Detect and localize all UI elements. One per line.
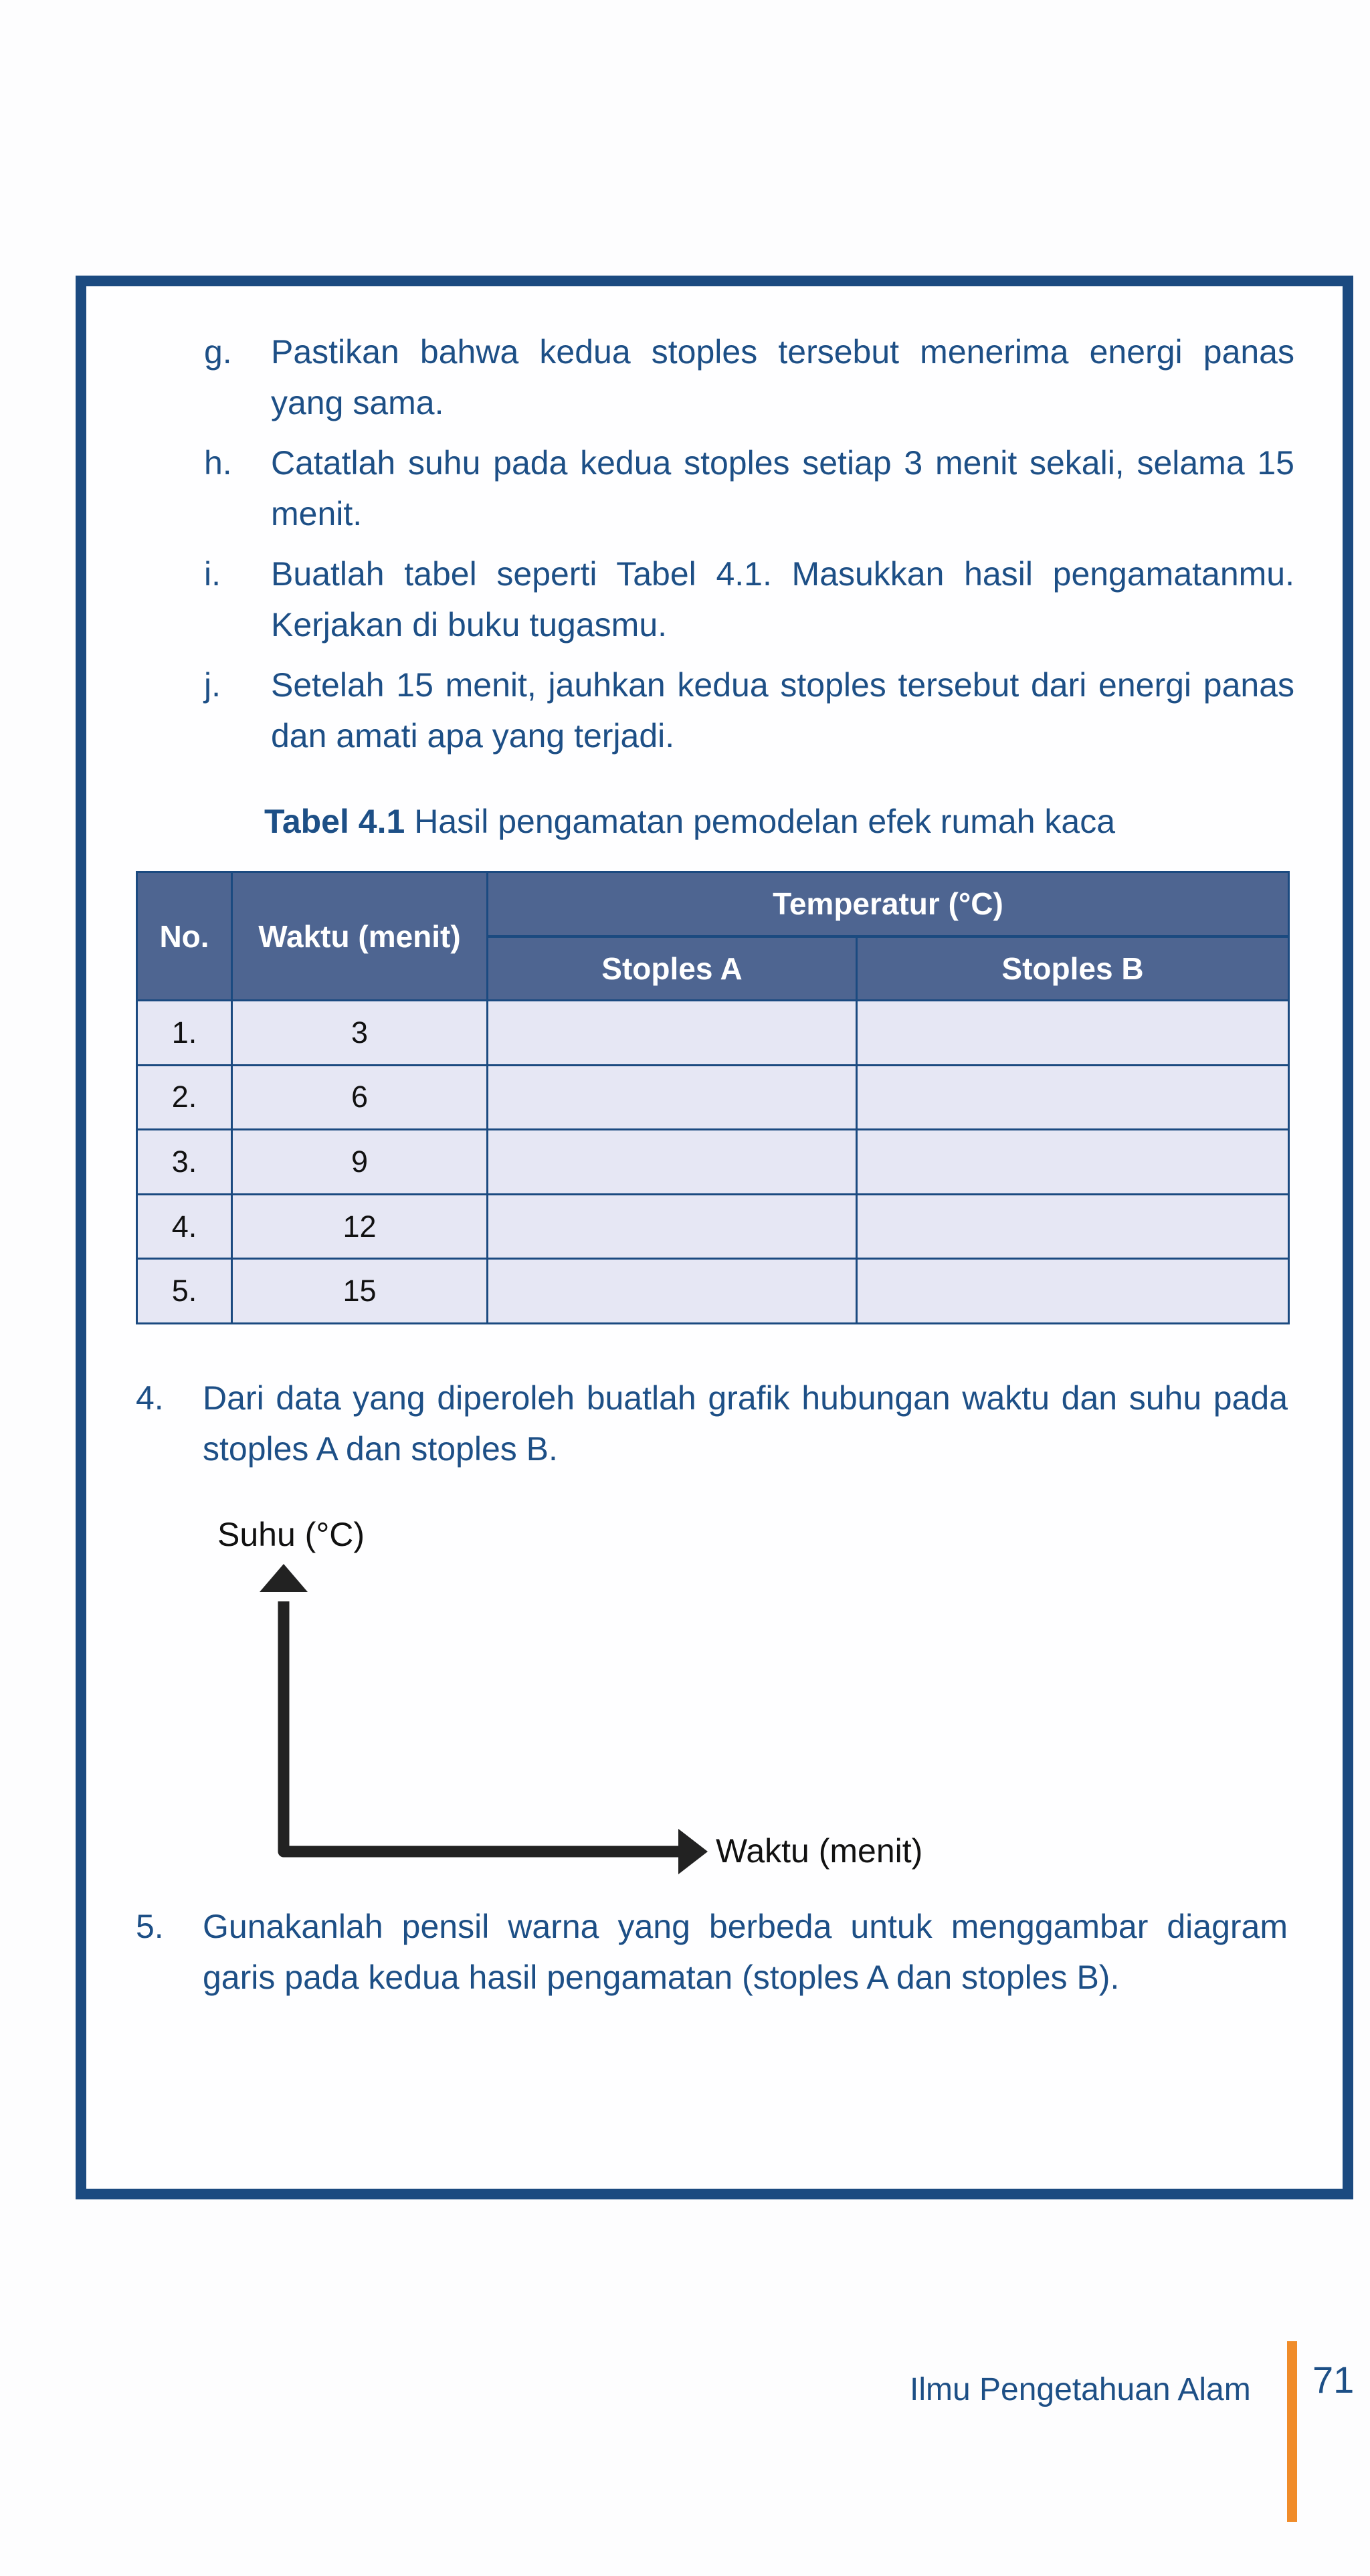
x-axis-arrowhead xyxy=(678,1829,708,1874)
question-number: 5. xyxy=(136,1908,164,1945)
page-number: 71 xyxy=(1312,2359,1355,2401)
table-caption-label: Tabel 4.1 xyxy=(264,803,405,840)
step-text: Buatlah tabel seperti Tabel 4.1. Masukkan hasil pengamatanmu. Kerjakan di buku tugasmu. xyxy=(271,555,1294,643)
header-time: Waktu (menit) xyxy=(232,872,488,1001)
step-letter: j. xyxy=(204,666,221,704)
question-text: Dari data yang diperoleh buatlah grafik hubungan waktu dan suhu pada stoples A dan stoples B. xyxy=(203,1379,1288,1468)
cell-time: 6 xyxy=(232,1065,488,1130)
header-jar-b: Stoples B xyxy=(857,936,1289,1001)
cell-time: 9 xyxy=(232,1130,488,1195)
step-letter: g. xyxy=(204,333,232,371)
axes-lines xyxy=(284,1601,682,1852)
cell-time: 15 xyxy=(232,1259,488,1324)
cell-time: 3 xyxy=(232,1001,488,1066)
y-axis-label: Suhu (°C) xyxy=(217,1516,365,1553)
y-axis-arrowhead xyxy=(260,1564,308,1592)
footer-book-title: Ilmu Pengetahuan Alam xyxy=(910,2372,1251,2407)
table-caption-text: Hasil pengamatan pemodelan efek rumah kaca xyxy=(414,803,1116,840)
step-text: Catatlah suhu pada kedua stoples setiap 3 menit sekali, selama 15 menit. xyxy=(271,444,1294,532)
header-temperature: Temperatur (°C) xyxy=(488,872,1289,936)
cell-no: 4. xyxy=(137,1194,232,1259)
cell-time: 12 xyxy=(232,1194,488,1259)
cell-no: 3. xyxy=(137,1130,232,1195)
step-letter: i. xyxy=(204,555,221,593)
step-letter: h. xyxy=(204,444,232,482)
cell-no: 2. xyxy=(137,1065,232,1130)
question-5 xyxy=(136,1901,1288,2003)
cell-no: 5. xyxy=(137,1259,232,1324)
x-axis-label: Waktu (menit) xyxy=(716,1832,923,1870)
step-text: Setelah 15 menit, jauhkan kedua stoples tersebut dari energi panas dan amati apa yang terjadi. xyxy=(271,666,1294,755)
header-no: No. xyxy=(137,872,232,1001)
question-number: 4. xyxy=(136,1379,164,1417)
question-text: Gunakanlah pensil warna yang berbeda untuk menggambar diagram garis pada kedua hasil pengamatan (stoples A dan stoples B). xyxy=(203,1908,1288,1996)
footer-accent-bar xyxy=(1287,2341,1297,2522)
cell-no: 1. xyxy=(137,1001,232,1066)
header-jar-a: Stoples A xyxy=(488,936,857,1001)
step-text: Pastikan bahwa kedua stoples tersebut menerima energi panas yang sama. xyxy=(271,333,1294,421)
